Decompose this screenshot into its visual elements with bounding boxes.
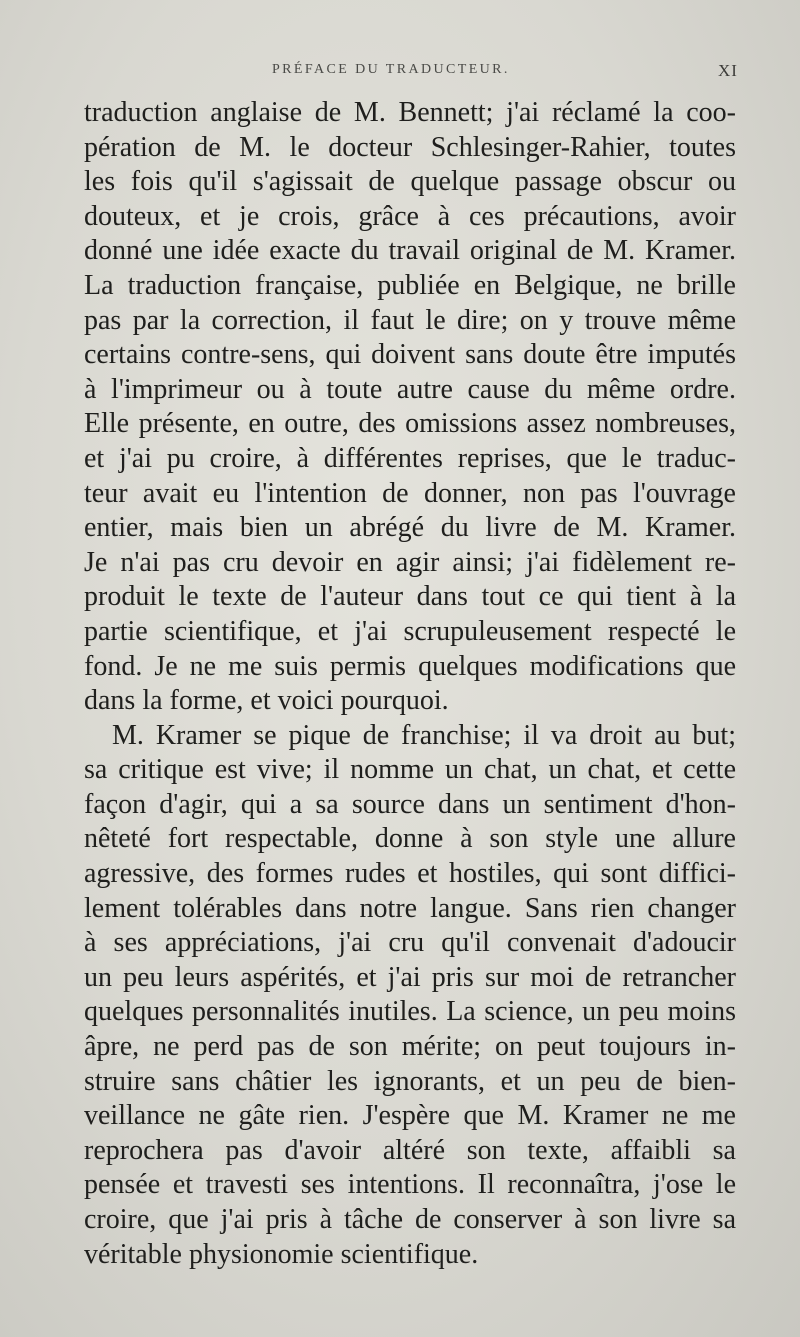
text-line: sa critique est vive; il nomme un chat, un chat, et cette xyxy=(84,754,736,786)
text-line: quelques personnalités inutiles. La science, un peu moins xyxy=(84,996,736,1028)
text-line: fond. Je ne me suis permis quelques modifications que xyxy=(84,650,736,682)
text-line: nêteté fort respectable, donne à son style une allure xyxy=(84,823,736,855)
text-line: certains contre-sens, qui doivent sans doute être imputés xyxy=(84,339,736,371)
text-line: veillance ne gâte rien. J'espère que M. Kramer ne me xyxy=(84,1100,736,1132)
text-line: croire, que j'ai pris à tâche de conserver à son livre sa xyxy=(84,1204,736,1235)
text-line: façon d'agir, qui a sa source dans un sentiment d'hon- xyxy=(84,788,736,820)
text-line: M. Kramer se pique de franchise; il va droit au but; xyxy=(112,719,736,751)
text-line: traduction anglaise de M. Bennett; j'ai réclamé la coo- xyxy=(84,97,736,128)
running-head xyxy=(0,62,800,86)
paragraph-2 xyxy=(84,719,736,1273)
text-line: dans la forme, et voici pourquoi. xyxy=(84,685,449,717)
text-line: les fois qu'il s'agissait de quelque passage obscur ou xyxy=(84,166,736,198)
text-line: produit le texte de l'auteur dans tout ce qui tient à la xyxy=(84,581,736,613)
text-line: struire sans châtier les ignorants, et un peu de bien- xyxy=(84,1065,736,1097)
text-line: reprochera pas d'avoir altéré son texte, affaibli sa xyxy=(84,1134,736,1166)
text-line: et j'ai pu croire, à différentes reprises, que le traduc- xyxy=(84,442,736,474)
body-text xyxy=(84,96,736,1272)
text-line: entier, mais bien un abrégé du livre de M. Kramer. xyxy=(84,512,736,544)
text-line: teur avait eu l'intention de donner, non pas l'ouvrage xyxy=(84,477,736,509)
text-line: véritable physionomie scientifique. xyxy=(84,1238,479,1270)
text-line: pas par la correction, il faut le dire; on y trouve même xyxy=(84,304,736,336)
text-line: à ses appréciations, j'ai cru qu'il convenait d'adoucir xyxy=(84,927,736,959)
paragraph-1 xyxy=(84,96,736,719)
text-line: âpre, ne perd pas de son mérite; on peut toujours in- xyxy=(84,1031,736,1063)
text-line: un peu leurs aspérités, et j'ai pris sur moi de retrancher xyxy=(84,961,736,993)
text-line: douteux, et je crois, grâce à ces précautions, avoir xyxy=(84,200,736,232)
text-line: Elle présente, en outre, des omissions assez nombreuses, xyxy=(84,408,736,440)
text-line: agressive, des formes rudes et hostiles, qui sont diffici- xyxy=(84,858,736,890)
page-number: XI xyxy=(718,61,738,80)
text-line: pération de M. le docteur Schlesinger-Rahier, toutes xyxy=(84,131,736,163)
text-line: Je n'ai pas cru devoir en agir ainsi; j'ai fidèlement re- xyxy=(84,546,736,578)
text-line: donné une idée exacte du travail original de M. Kramer. xyxy=(84,235,736,267)
text-line: partie scientifique, et j'ai scrupuleusement respecté le xyxy=(84,615,736,647)
text-line: lement tolérables dans notre langue. Sans rien changer xyxy=(84,892,736,924)
text-line: pensée et travesti ses intentions. Il reconnaîtra, j'ose le xyxy=(84,1169,736,1201)
running-head-title: PRÉFACE DU TRADUCTEUR. xyxy=(272,62,510,77)
text-line: La traduction française, publiée en Belgique, ne brille xyxy=(84,269,736,301)
text-line: à l'imprimeur ou à toute autre cause du même ordre. xyxy=(84,373,736,405)
